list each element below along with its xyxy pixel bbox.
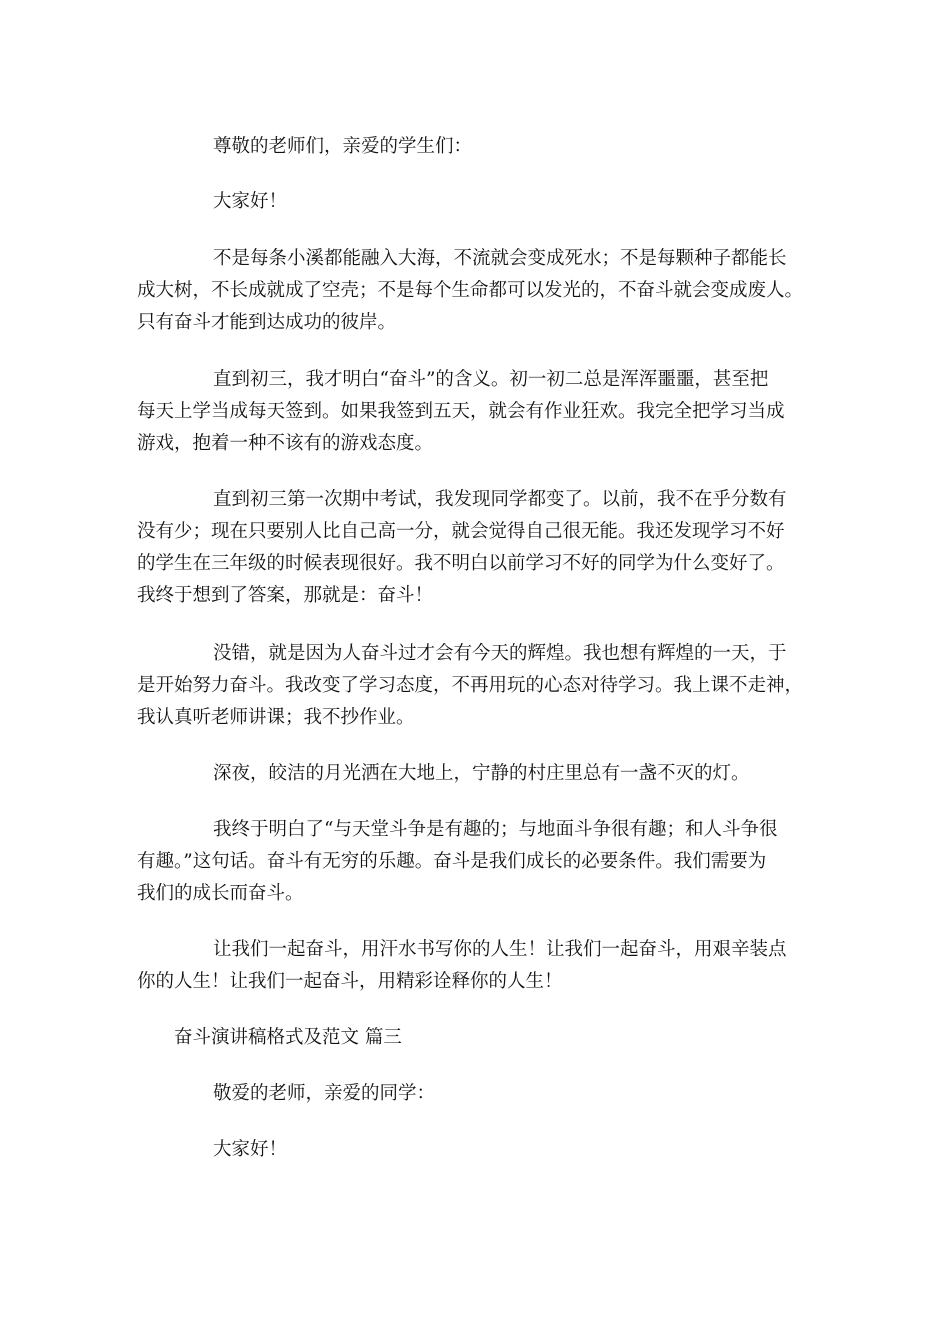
paragraph-line: 让我们一起奋斗，用汗水书写你的人生！让我们一起奋斗，用艰辛装点 xyxy=(213,939,787,960)
paragraph-line: 的学生在三年级的时候表现很好。我不明白以前学习不好的同学为什么变好了。 xyxy=(137,553,785,574)
salutation-2-text: 敬爱的老师，亲爱的同学： xyxy=(213,1083,436,1104)
greeting-text: 大家好！ xyxy=(213,191,288,212)
paragraph-6 xyxy=(137,814,813,910)
salutation-2 xyxy=(137,1078,889,1110)
paragraph-line: 没有少；现在只要别人比自己高一分，就会觉得自己很无能。我还发现学习不好 xyxy=(137,521,785,542)
salutation xyxy=(137,131,889,163)
paragraph-line: 只有奋斗才能到达成功的彼岸。 xyxy=(137,312,397,333)
paragraph-7 xyxy=(137,934,813,998)
salutation-text: 尊敬的老师们，亲爱的学生们： xyxy=(213,136,473,157)
paragraph-5 xyxy=(137,758,813,790)
paragraph-4 xyxy=(137,638,813,734)
paragraph-line: 成大树，不长成就成了空壳；不是每个生命都可以发光的，不奋斗就会变成废人。 xyxy=(137,280,804,301)
paragraph-line: 有趣。”这句话。奋斗有无穷的乐趣。奋斗是我们成长的必要条件。我们需要为 xyxy=(137,851,767,872)
paragraph-line: 每天上学当成每天签到。如果我签到五天，就会有作业狂欢。我完全把学习当成 xyxy=(137,401,785,422)
greeting xyxy=(137,186,889,218)
paragraph-line: 我终于明白了“与天堂斗争是有趣的；与地面斗争很有趣；和人斗争很 xyxy=(213,819,778,840)
paragraph-2 xyxy=(137,364,813,460)
paragraph-line: 我认真听老师讲课；我不抄作业。 xyxy=(137,707,415,728)
paragraph-line: 是开始努力奋斗。我改变了学习态度，不再用玩的心态对待学习。我上课不走神， xyxy=(137,675,804,696)
paragraph-line: 不是每条小溪都能融入大海，不流就会变成死水；不是每颗种子都能长 xyxy=(213,248,787,269)
greeting-2-text: 大家好！ xyxy=(213,1139,288,1160)
paragraph-line: 你的人生！让我们一起奋斗，用精彩诠释你的人生！ xyxy=(137,971,563,992)
greeting-2 xyxy=(137,1134,889,1166)
paragraph-line: 直到初三，我才明白“奋斗”的含义。初一初二总是浑浑噩噩，甚至把 xyxy=(213,369,769,390)
paragraph-3 xyxy=(137,484,813,612)
paragraph-line: 直到初三第一次期中考试，我发现同学都变了。以前，我不在乎分数有 xyxy=(213,489,787,510)
paragraph-1 xyxy=(137,243,813,339)
section-heading: 奋斗演讲稿格式及范文 篇三 xyxy=(174,1027,402,1048)
paragraph-line: 深夜，皎洁的月光洒在大地上，宁静的村庄里总有一盏不灭的灯。 xyxy=(213,763,750,784)
paragraph-line: 我们的成长而奋斗。 xyxy=(137,883,304,904)
paragraph-line: 游戏，抱着一种不该有的游戏态度。 xyxy=(137,433,434,454)
paragraph-line: 我终于想到了答案，那就是：奋斗！ xyxy=(137,585,434,606)
paragraph-line: 没错，就是因为人奋斗过才会有今天的辉煌。我也想有辉煌的一天，于 xyxy=(213,643,787,664)
